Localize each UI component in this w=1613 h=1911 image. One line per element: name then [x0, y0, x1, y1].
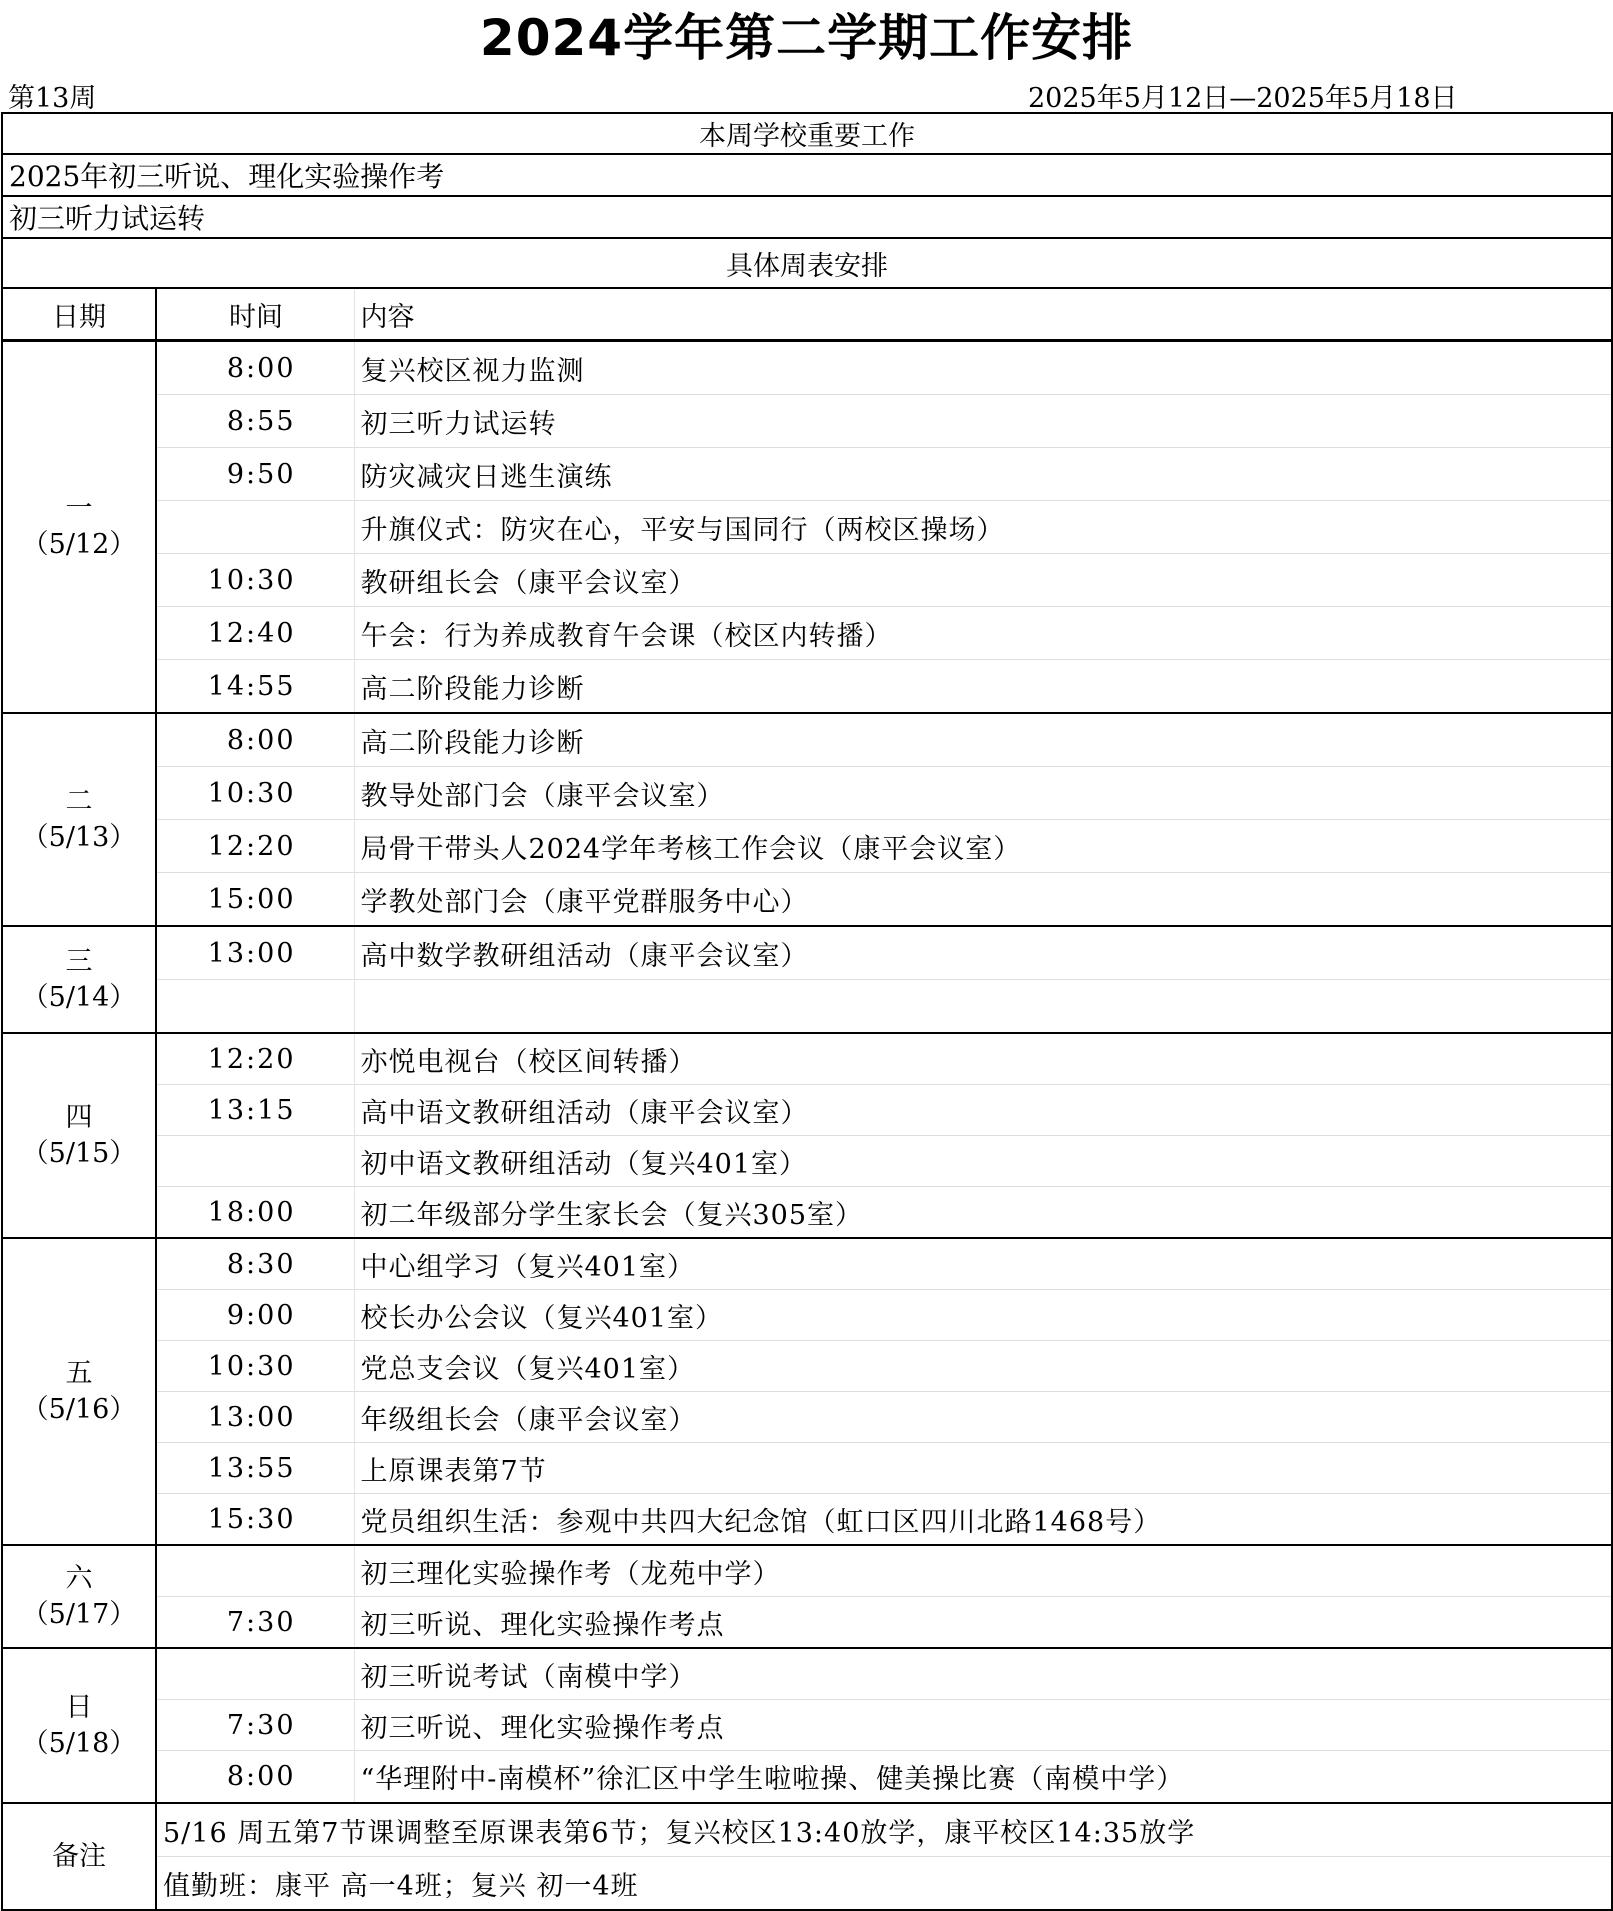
column-header-time: 时间: [156, 288, 354, 341]
column-header-row: [2, 288, 1612, 341]
event-time: 15:30: [156, 1494, 354, 1546]
schedule-row: [2, 1443, 1612, 1494]
event-time: 13:55: [156, 1443, 354, 1494]
day-name: 二: [65, 785, 93, 817]
schedule-row: [2, 713, 1612, 767]
important-header-row: [2, 113, 1612, 154]
important-item: 2025年初三听说、理化实验操作考: [2, 154, 1612, 196]
event-content: 高二阶段能力诊断: [354, 660, 1612, 714]
day-name: 六: [65, 1562, 93, 1594]
event-content: 高中数学教研组活动（康平会议室）: [354, 926, 1612, 980]
event-content: 午会：行为养成教育午会课（校区内转播）: [354, 607, 1612, 660]
event-time: 13:00: [156, 926, 354, 980]
event-time: [156, 980, 354, 1034]
schedule-header-row: [2, 238, 1612, 288]
day-cell: [2, 1545, 156, 1648]
day-date: （5/15）: [21, 1137, 137, 1169]
schedule-row: [2, 1751, 1612, 1804]
event-time: 12:20: [156, 820, 354, 873]
schedule-row: [2, 501, 1612, 554]
event-time: 12:40: [156, 607, 354, 660]
column-header-day: 日期: [2, 288, 156, 341]
notes-label: 备注: [2, 1803, 156, 1910]
event-content: 局骨干带头人2024学年考核工作会议（康平会议室）: [354, 820, 1612, 873]
schedule-row: [2, 554, 1612, 607]
schedule-row: [2, 607, 1612, 660]
event-content: 年级组长会（康平会议室）: [354, 1392, 1612, 1443]
event-content: 初中语文教研组活动（复兴401室）: [354, 1136, 1612, 1187]
day-name: 一: [65, 493, 93, 524]
event-content: 升旗仪式：防灾在心，平安与国同行（两校区操场）: [354, 501, 1612, 554]
event-time: 13:15: [156, 1085, 354, 1136]
event-time: 9:50: [156, 448, 354, 501]
event-time: [156, 1648, 354, 1700]
event-time: 9:00: [156, 1290, 354, 1341]
day-name: 日: [65, 1691, 93, 1723]
event-content: 初三听说考试（南模中学）: [354, 1648, 1612, 1700]
event-content: 校长办公会议（复兴401室）: [354, 1290, 1612, 1341]
day-name: 五: [65, 1357, 93, 1389]
event-time: 15:00: [156, 873, 354, 927]
event-content: [354, 980, 1612, 1034]
date-range: 2025年5月12日—2025年5月18日: [1028, 83, 1458, 114]
schedule-row: [2, 820, 1612, 873]
schedule-row: [2, 926, 1612, 980]
schedule-row: [2, 1136, 1612, 1187]
week-info-row: [0, 68, 1613, 112]
day-cell: [2, 1648, 156, 1803]
day-name: 四: [65, 1101, 93, 1133]
event-content: 高二阶段能力诊断: [354, 713, 1612, 767]
page-title: 2024学年第二学期工作安排: [479, 9, 1134, 67]
event-time: 8:30: [156, 1238, 354, 1290]
event-content: 中心组学习（复兴401室）: [354, 1238, 1612, 1290]
schedule-row: [2, 1033, 1612, 1085]
event-time: 10:30: [156, 554, 354, 607]
day-cell: [2, 926, 156, 1033]
schedule-row: [2, 980, 1612, 1034]
schedule-row: [2, 1392, 1612, 1443]
event-content: 初二年级部分学生家长会（复兴305室）: [354, 1187, 1612, 1239]
week-label: 第13周: [8, 83, 97, 114]
schedule-row: [2, 1085, 1612, 1136]
day-cell: [2, 713, 156, 926]
event-time: 10:30: [156, 1341, 354, 1392]
schedule-row: [2, 660, 1612, 714]
important-header: 本周学校重要工作: [2, 113, 1612, 154]
schedule-row: [2, 1341, 1612, 1392]
event-content: 亦悦电视台（校区间转播）: [354, 1033, 1612, 1085]
schedule-row: [2, 1648, 1612, 1700]
event-content: 初三听力试运转: [354, 395, 1612, 448]
event-content: 教导处部门会（康平会议室）: [354, 767, 1612, 820]
event-time: 8:00: [156, 1751, 354, 1804]
notes-row: [2, 1803, 1612, 1857]
schedule-row: [2, 1700, 1612, 1751]
column-header-content: 内容: [354, 288, 1612, 341]
schedule-row: [2, 767, 1612, 820]
schedule-row: [2, 341, 1612, 395]
event-content: 党总支会议（复兴401室）: [354, 1341, 1612, 1392]
note-line: 5/16 周五第7节课调整至原课表第6节；复兴校区13:40放学，康平校区14:35放学: [156, 1803, 1612, 1857]
day-date: （5/13）: [21, 821, 137, 853]
event-content: 教研组长会（康平会议室）: [354, 554, 1612, 607]
notes-row: [2, 1857, 1612, 1911]
event-content: 学教处部门会（康平党群服务中心）: [354, 873, 1612, 927]
schedule-row: [2, 448, 1612, 501]
schedule-header: 具体周表安排: [2, 238, 1612, 288]
schedule-row: [2, 1290, 1612, 1341]
day-date: （5/16）: [21, 1393, 137, 1425]
schedule-row: [2, 1187, 1612, 1239]
event-time: [156, 1545, 354, 1597]
day-date: （5/14）: [21, 981, 137, 1013]
event-time: 14:55: [156, 660, 354, 714]
event-time: 18:00: [156, 1187, 354, 1239]
schedule-row: [2, 1545, 1612, 1597]
schedule-row: [2, 395, 1612, 448]
event-time: 13:00: [156, 1392, 354, 1443]
day-date: （5/17）: [21, 1598, 137, 1630]
event-time: 8:00: [156, 341, 354, 395]
schedule-row: [2, 1597, 1612, 1649]
event-content: 复兴校区视力监测: [354, 341, 1612, 395]
event-content: 初三理化实验操作考（龙苑中学）: [354, 1545, 1612, 1597]
event-time: 7:30: [156, 1700, 354, 1751]
event-time: [156, 1136, 354, 1187]
event-content: 初三听说、理化实验操作考点: [354, 1700, 1612, 1751]
day-date: （5/12）: [21, 529, 137, 560]
schedule-row: [2, 1494, 1612, 1546]
event-content: 上原课表第7节: [354, 1443, 1612, 1494]
event-time: [156, 501, 354, 554]
schedule-row: [2, 873, 1612, 927]
day-date: （5/18）: [21, 1727, 137, 1759]
day-cell: [2, 1033, 156, 1238]
event-content: 高中语文教研组活动（康平会议室）: [354, 1085, 1612, 1136]
event-time: 8:00: [156, 713, 354, 767]
day-cell: [2, 341, 156, 714]
event-time: 10:30: [156, 767, 354, 820]
note-line: 值勤班：康平 高一4班；复兴 初一4班: [156, 1857, 1612, 1911]
day-cell: [2, 1238, 156, 1545]
event-time: 12:20: [156, 1033, 354, 1085]
event-content: “华理附中-南模杯”徐汇区中学生啦啦操、健美操比赛（南模中学）: [354, 1751, 1612, 1804]
important-item: 初三听力试运转: [2, 196, 1612, 238]
schedule-table: [1, 112, 1613, 1911]
important-row: [2, 154, 1612, 196]
event-content: 初三听说、理化实验操作考点: [354, 1597, 1612, 1649]
event-time: 7:30: [156, 1597, 354, 1649]
day-name: 三: [65, 945, 93, 977]
event-content: 党员组织生活：参观中共四大纪念馆（虹口区四川北路1468号）: [354, 1494, 1612, 1546]
event-content: 防灾减灾日逃生演练: [354, 448, 1612, 501]
event-time: 8:55: [156, 395, 354, 448]
important-row: [2, 196, 1612, 238]
schedule-row: [2, 1238, 1612, 1290]
